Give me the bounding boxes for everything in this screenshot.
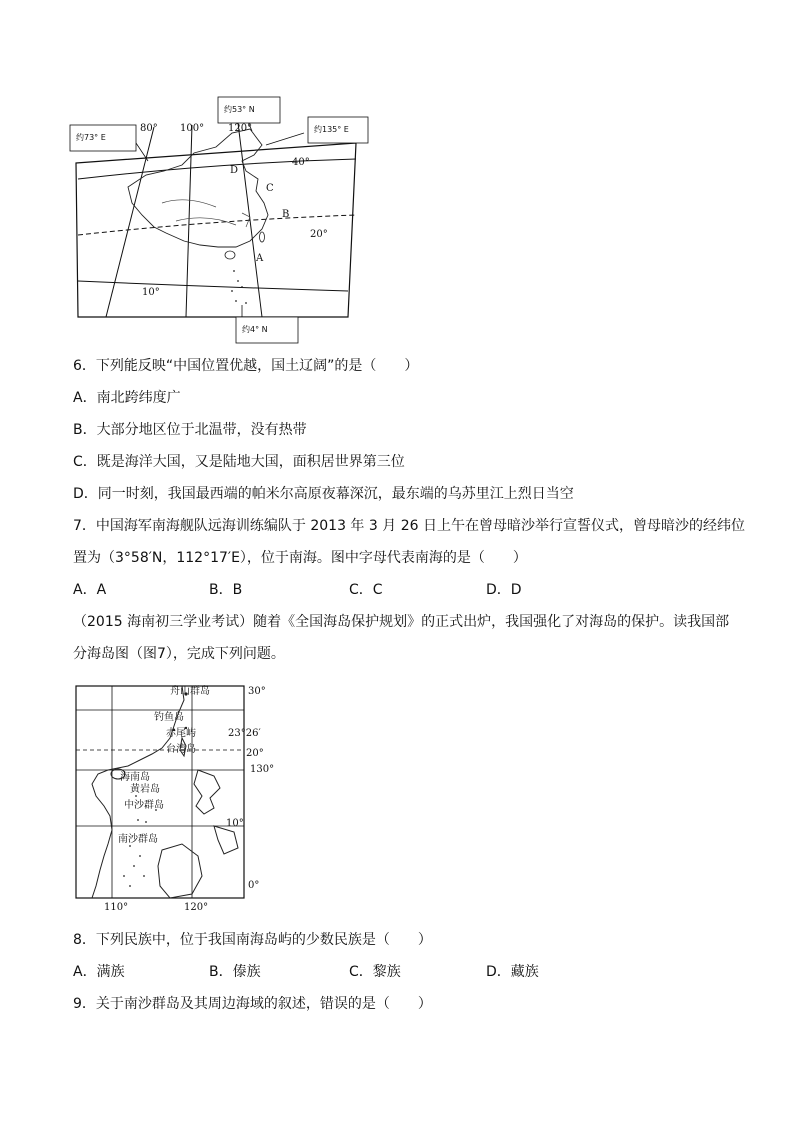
q7-option-d: D．D xyxy=(486,582,522,598)
label-chiwei: 赤尾屿 xyxy=(166,728,196,739)
lat-label-23-26: 23°26′ xyxy=(228,728,261,739)
intro-line2: 分海岛图（图7），完成下列问题。 xyxy=(73,646,285,662)
letter-a: A xyxy=(256,253,264,264)
q9-stem: 9．关于南沙群岛及其周边海域的叙述，错误的是（ ） xyxy=(73,996,432,1012)
lat-label-20: 20° xyxy=(310,229,328,240)
lon-label-120: 120° xyxy=(184,902,209,912)
china-location-map xyxy=(66,95,376,345)
north-box-label: 约53° N xyxy=(224,105,255,114)
q8-stem: 8．下列民族中，位于我国南海岛屿的少数民族是（ ） xyxy=(73,932,432,948)
north-box xyxy=(218,97,280,123)
east-box-label: 约135° E xyxy=(314,125,349,134)
lon-label-120: 120° xyxy=(228,123,253,134)
q7-stem-line1: 7．中国海军南海舰队远海训练编队于 2013 年 3 月 26 日上午在曾母暗沙举行宣誓仪式，曾母暗沙的经纬位 xyxy=(73,518,745,534)
letter-c: C xyxy=(266,183,274,194)
west-box xyxy=(70,125,136,151)
q8-option-d: D．藏族 xyxy=(486,964,539,980)
east-box xyxy=(308,117,368,143)
label-zhoushan: 舟山群岛 xyxy=(170,686,210,697)
lon-label-130: 130° xyxy=(250,764,274,775)
lon-label-100: 100° xyxy=(180,123,205,134)
q7-stem-line2: 置为（3°58′N，112°17′E），位于南海。图中字母代表南海的是（ ） xyxy=(73,550,527,566)
south-box-label: 约4° N xyxy=(242,325,268,334)
lat-label-0: 0° xyxy=(248,880,260,891)
lat-label-30: 30° xyxy=(248,686,266,697)
label-hainan: 海南岛 xyxy=(120,772,150,783)
label-huangyan: 黄岩岛 xyxy=(130,784,160,795)
q6-stem: 6．下列能反映“中国位置优越，国土辽阔”的是（ ） xyxy=(73,358,419,374)
letter-d: D xyxy=(230,165,239,176)
west-box-label: 约73° E xyxy=(76,133,106,142)
label-taiwan: 台湾岛 xyxy=(166,744,196,755)
intro-line1: （2015 海南初三学业考试）随着《全国海岛保护规划》的正式出炉，我国强化了对海岛的保护。读我国部 xyxy=(73,614,730,630)
label-zhongsha: 中沙群岛 xyxy=(124,800,164,811)
label-diaoyu: 钓鱼岛 xyxy=(154,712,184,723)
lat-label-20: 20° xyxy=(246,748,264,759)
lat-label-40: 40° xyxy=(292,157,310,168)
q6-option-a: A．南北跨纬度广 xyxy=(73,390,181,406)
q7-option-c: C．C xyxy=(349,582,383,598)
label-nansha: 南沙群岛 xyxy=(118,834,158,845)
south-box xyxy=(236,317,298,343)
lon-label-80: 80° xyxy=(140,123,158,134)
islands-map xyxy=(74,680,274,912)
lon-label-110: 110° xyxy=(104,902,129,912)
lat-label-10: 10° xyxy=(226,818,244,829)
q8-option-b: B．傣族 xyxy=(209,964,261,980)
q6-option-d: D．同一时刻，我国最西端的帕米尔高原夜幕深沉，最东端的乌苏里江上烈日当空 xyxy=(73,486,574,502)
letter-b: B xyxy=(282,209,290,220)
lat-label-10: 10° xyxy=(142,287,160,298)
q6-option-b: B．大部分地区位于北温带，没有热带 xyxy=(73,422,307,438)
q8-option-a: A．满族 xyxy=(73,964,125,980)
q7-option-a: A．A xyxy=(73,582,107,598)
q8-option-c: C．黎族 xyxy=(349,964,401,980)
q6-option-c: C．既是海洋大国，又是陆地大国，面积居世界第三位 xyxy=(73,454,405,470)
q7-option-b: B．B xyxy=(209,582,243,598)
